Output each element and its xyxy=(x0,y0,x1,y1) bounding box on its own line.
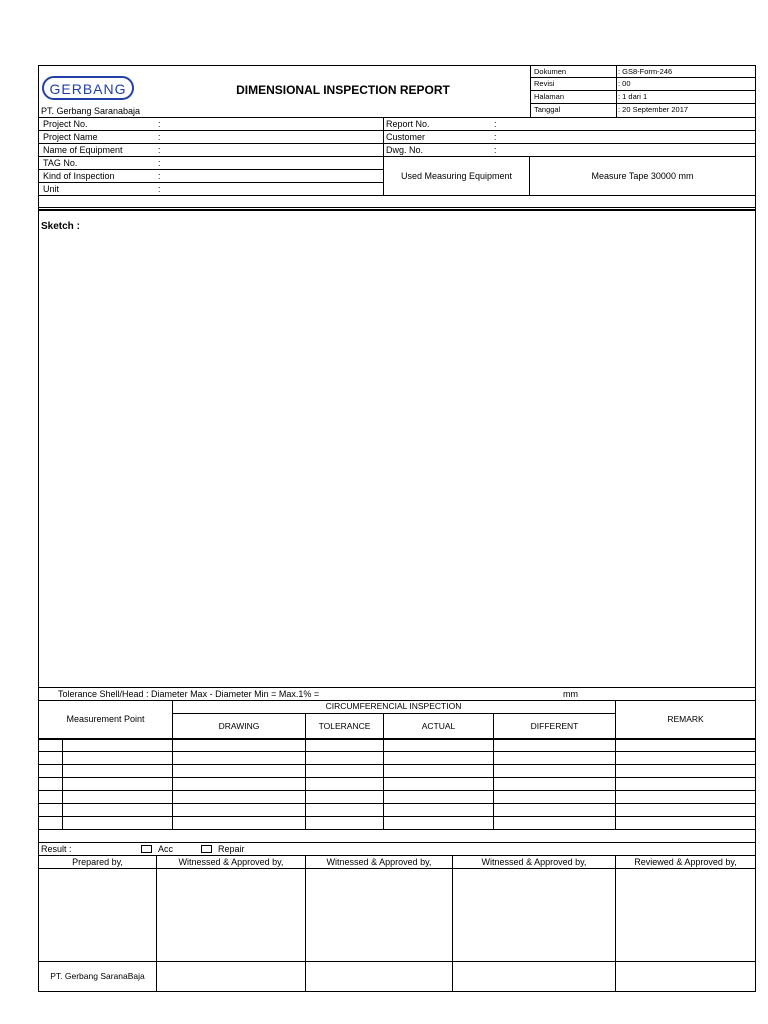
doc-value-revisi: : 00 xyxy=(618,79,631,88)
table-row[interactable] xyxy=(38,777,756,778)
col-different: DIFFERENT xyxy=(530,721,579,731)
doc-box-divider xyxy=(616,65,617,117)
colon: : xyxy=(158,132,161,142)
acc-checkbox[interactable] xyxy=(141,845,152,853)
table-row[interactable] xyxy=(38,751,756,752)
colon: : xyxy=(494,145,497,155)
table-vline xyxy=(383,713,384,830)
signature-footer-line xyxy=(38,961,756,962)
label-project-no: Project No. xyxy=(43,119,88,129)
repair-label: Repair xyxy=(218,844,245,854)
label-used-measuring-equipment: Used Measuring Equipment xyxy=(400,171,513,181)
doc-box-left xyxy=(530,65,531,117)
reviewed-by-header: Reviewed & Approved by, xyxy=(634,857,737,867)
doc-value-dokumen: : GS8-Form-246 xyxy=(618,67,673,76)
label-project-name: Project Name xyxy=(43,132,98,142)
info-mid-divider xyxy=(383,117,384,195)
circumferencial-header: CIRCUMFERENCIAL INSPECTION xyxy=(325,701,462,711)
frame-bottom xyxy=(38,991,756,992)
signature-vline xyxy=(452,855,453,991)
doc-label-halaman: Halaman xyxy=(534,92,565,101)
info-spacer-line xyxy=(38,207,756,208)
label-customer: Customer xyxy=(386,132,426,142)
signature-header-line xyxy=(38,868,756,869)
company-name: PT. Gerbang Saranabaja xyxy=(41,106,141,116)
colon: : xyxy=(494,119,497,129)
frame-left xyxy=(38,65,39,992)
label-equipment-name: Name of Equipment xyxy=(43,145,123,155)
sketch-area[interactable] xyxy=(40,235,754,685)
witnessed-by-header-3: Witnessed & Approved by, xyxy=(481,857,587,867)
signature-vline xyxy=(305,855,306,991)
table-row[interactable] xyxy=(38,764,756,765)
colon: : xyxy=(158,145,161,155)
info-bottom-line xyxy=(38,195,756,196)
colon: : xyxy=(158,184,161,194)
footer-company: PT. Gerbang SaranaBaja xyxy=(50,971,145,981)
witnessed-by-header-1: Witnessed & Approved by, xyxy=(178,857,284,867)
doc-label-dokumen: Dokumen xyxy=(534,67,567,76)
doc-label-revisi: Revisi xyxy=(534,79,555,88)
sketch-label: Sketch : xyxy=(41,221,80,232)
tolerance-text: Tolerance Shell/Head : Diameter Max - Diameter Min = Max.1% = xyxy=(58,689,320,699)
acc-label: Acc xyxy=(158,844,174,854)
label-tag-no: TAG No. xyxy=(43,158,78,168)
witnessed-by-header-2: Witnessed & Approved by, xyxy=(326,857,432,867)
col-actual: ACTUAL xyxy=(421,721,456,731)
prepared-by-header: Prepared by, xyxy=(72,857,123,867)
tolerance-unit: mm xyxy=(563,689,578,699)
signature-vline xyxy=(615,855,616,991)
frame-right xyxy=(755,65,756,992)
colon: : xyxy=(158,119,161,129)
repair-checkbox[interactable] xyxy=(201,845,212,853)
table-row[interactable] xyxy=(38,803,756,804)
witness-signature-box-2[interactable] xyxy=(307,870,451,960)
logo-text: GERBANG xyxy=(49,81,127,97)
col-remark: REMARK xyxy=(667,714,704,724)
table-vline xyxy=(615,700,616,830)
report-title: DIMENSIONAL INSPECTION REPORT xyxy=(236,83,450,97)
witness-signature-box-1[interactable] xyxy=(158,870,304,960)
reviewer-signature-box[interactable] xyxy=(617,870,754,960)
prepared-by-signature-box[interactable] xyxy=(40,870,155,960)
info-row-line xyxy=(38,156,756,157)
label-dwg-no: Dwg. No. xyxy=(386,145,424,155)
table-row[interactable] xyxy=(38,816,756,817)
company-logo xyxy=(42,76,134,100)
colon: : xyxy=(158,158,161,168)
measurement-point-header: Measurement Point xyxy=(66,714,145,724)
doc-value-tanggal: : 20 September 2017 xyxy=(618,105,689,114)
colon: : xyxy=(494,132,497,142)
table-row[interactable] xyxy=(38,829,756,830)
group-header-line xyxy=(172,713,615,714)
table-end-line xyxy=(38,842,756,843)
result-label: Result : xyxy=(41,844,72,854)
doc-label-tanggal: Tanggal xyxy=(534,105,561,114)
table-row[interactable] xyxy=(38,790,756,791)
colon: : xyxy=(158,171,161,181)
signature-vline xyxy=(156,855,157,991)
table-vline xyxy=(493,713,494,830)
info-row-line xyxy=(38,182,384,183)
table-vline xyxy=(172,700,173,830)
label-kind-of-inspection: Kind of Inspection xyxy=(43,171,115,181)
table-header-bottom xyxy=(38,738,756,740)
doc-value-halaman: : 1 dari 1 xyxy=(618,92,648,101)
label-report-no: Report No. xyxy=(386,119,430,129)
info-double-line xyxy=(38,209,756,211)
col-tolerance: TOLERANCE xyxy=(318,721,371,731)
witness-signature-box-3[interactable] xyxy=(454,870,614,960)
table-vline xyxy=(305,713,306,830)
label-unit: Unit xyxy=(43,184,60,194)
col-drawing: DRAWING xyxy=(218,721,260,731)
value-measuring-equipment: Measure Tape 30000 mm xyxy=(591,171,694,181)
